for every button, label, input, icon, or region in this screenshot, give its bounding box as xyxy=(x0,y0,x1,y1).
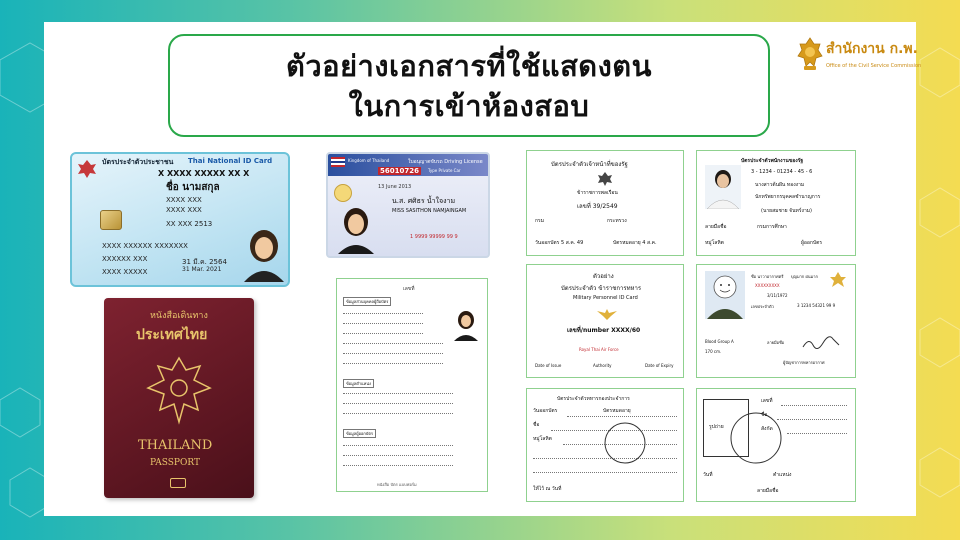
officer-photo-card xyxy=(696,264,856,378)
state-card-id-number: 3 - 1234 - 01234 - 45 - 6 xyxy=(751,169,813,175)
form-footer: หนังสือ บัตร แบบฟอร์ม xyxy=(377,482,417,487)
officer-smiley-photo-icon xyxy=(705,271,745,319)
id-card-header-th: บัตรประจำตัวประชาชน xyxy=(102,158,174,166)
logo-name: สำนักงาน ก.พ. xyxy=(826,41,918,57)
state-card-signature-label: ลายมือชื่อ xyxy=(705,224,727,230)
officer-card-signature-label: ลายมือชื่อ xyxy=(767,340,785,345)
officer-card-height: 170 cm. xyxy=(705,349,722,354)
officer-card-header: บัตรประจำตัวเจ้าหน้าที่ของรัฐ xyxy=(551,161,628,168)
military-card-expiry-label: Date of Expiry xyxy=(645,363,674,368)
military-card-number: เลขที่/number XXXX/60 xyxy=(567,327,641,334)
blank-form-photo-label: รูปถ่าย xyxy=(709,424,724,430)
reservist-card-expire: บัตรหมดอายุ xyxy=(603,408,631,414)
id-card-name-th: ชื่อ นามสกุล xyxy=(166,182,220,193)
chip-icon xyxy=(100,210,122,230)
reservist-card-header: บัตรประจำตัวทหารกองประจำการ xyxy=(557,396,630,402)
title-box xyxy=(168,34,770,137)
slide-content-area xyxy=(44,22,922,516)
id-card-address3: XXXX XXXXX xyxy=(102,268,148,276)
id-card-header-en: Thai National ID Card xyxy=(188,157,273,165)
blank-form-signature: ลายมือชื่อ xyxy=(757,488,779,494)
license-header: ใบอนุญาตขับรถ Driving License xyxy=(408,159,483,165)
reservist-card-name: ชื่อ xyxy=(533,422,540,428)
state-card-signer: (นายสมชาย จันทร์งาม) xyxy=(761,208,812,214)
logo-subtitle: Office of the Civil Service Commission xyxy=(826,63,922,69)
epassport-chip-icon xyxy=(170,478,186,488)
blank-form-id-label: เลขที่ xyxy=(761,398,773,404)
military-card-header: บัตรประจำตัว ข้าราชการทหาร xyxy=(561,285,642,292)
id-card-lastname: XXXX XXX xyxy=(166,196,202,204)
state-card-position: นักทรัพยากรบุคคลชำนาญการ xyxy=(755,194,821,200)
reservist-card-footer: ให้ไว้ ณ วันที่ xyxy=(533,486,562,492)
officer-card-xx: XXXXXXXXX xyxy=(755,283,780,288)
government-form-document xyxy=(336,278,488,492)
officer-card-ministry-label: กรม xyxy=(535,218,545,224)
id-card-address2: XXXXXX XXX xyxy=(102,255,148,263)
garuda-emblem-icon xyxy=(76,158,98,180)
license-country: Kingdom of Thailand xyxy=(348,158,390,163)
blank-form-card xyxy=(696,388,856,502)
license-name-en: MISS SASITHON NAMJAINGAM xyxy=(392,208,467,214)
license-name-th: น.ส. ศศิธร นํ้าใจงาม xyxy=(392,197,456,205)
title-line-1: ตัวอย่างเอกสารที่ใช้แสดงตน xyxy=(286,48,652,83)
stamp-circle-icon xyxy=(729,411,783,465)
form-section2: ข้อมูลตำแหน่ง xyxy=(343,379,374,388)
officer-card-id-number: 3 1234 54321 99 9 xyxy=(797,303,836,308)
officer-card-ministry-value: กระทรวง xyxy=(607,218,627,224)
license-person-photo-icon xyxy=(336,206,376,254)
id-card-dob: XX XXX 2513 xyxy=(166,220,213,228)
license-id-number: 1 9999 99999 99 9 xyxy=(410,234,458,240)
id-card-address: XXXX XXXXXX XXXXXXX xyxy=(102,242,188,250)
id-card-number: X XXXX XXXXX XX X xyxy=(158,169,250,178)
officer-card-issuer: ผู้บัญชาการทหารอากาศ xyxy=(783,360,825,365)
passport-country-en: THAILAND xyxy=(138,438,213,453)
thai-id-card xyxy=(70,152,290,287)
blank-form-date-label: วันที่ xyxy=(703,472,713,478)
id-card-issue-date: 31 มี.ค. 2564 xyxy=(182,258,227,266)
military-card-issue-label: Date of Issue xyxy=(535,363,562,368)
reservist-card-unit: หมู่โลหิต xyxy=(533,436,552,442)
military-card-header-en: Military Personnel ID Card xyxy=(573,295,638,301)
military-card-authority: Authority xyxy=(593,363,612,368)
officer-card-number: เลขที่ 39/2549 xyxy=(577,203,618,210)
form-section3: ข้อมูลผู้ออกบัตร xyxy=(343,429,376,438)
form-title: เลขที่ xyxy=(403,286,415,292)
military-personnel-card xyxy=(526,264,684,378)
signature-scribble-icon xyxy=(801,335,841,351)
government-officer-card xyxy=(526,150,684,256)
military-card-sample: ตัวอย่าง xyxy=(593,273,614,280)
officer-card-org: ข้าราชการพลเรือน xyxy=(577,190,618,196)
blank-form-name-label: ชื่อ xyxy=(761,412,768,418)
ocsc-seal-icon xyxy=(796,36,824,72)
blank-form-position-label: สังกัด xyxy=(761,426,773,432)
form-person-photo-icon xyxy=(453,309,479,341)
blank-form-position2: ตำแหน่ง xyxy=(773,472,792,478)
military-card-unit: Royal Thai Air Force xyxy=(579,347,619,352)
air-force-wings-icon xyxy=(595,307,619,321)
state-card-org: กรมการศึกษา xyxy=(757,224,787,230)
id-card-name-field: XXXX XXX xyxy=(166,206,202,214)
state-card-header: บัตรประจำตัวพนักงานของรัฐ xyxy=(741,158,804,164)
state-card-rank: ผู้ออกบัตร xyxy=(801,240,823,246)
stamp-circle-icon xyxy=(603,421,647,465)
license-seal-icon xyxy=(334,184,352,202)
officer-card-blood: Blood Group A xyxy=(705,339,734,344)
driving-license-card xyxy=(326,152,490,258)
state-card-blood: หมู่โลหิต xyxy=(705,240,724,246)
license-number: 56010726 xyxy=(380,167,419,175)
ocsc-logo xyxy=(796,34,922,74)
person-uniform-photo-icon xyxy=(705,165,741,209)
officer-card-name: บุญมาก ฝนมาก xyxy=(791,274,818,279)
garuda-emblem-icon xyxy=(134,350,224,430)
title-line-2: ในการเข้าห้องสอบ xyxy=(348,88,590,123)
license-type: Type Private Car xyxy=(428,168,461,173)
id-card-issue-date-en: 31 Mar. 2021 xyxy=(182,266,222,273)
person-silhouette-icon xyxy=(240,226,288,282)
state-official-card xyxy=(696,150,856,256)
officer-card-issue: วันออกบัตร 5 ส.ค. 49 xyxy=(535,240,584,246)
passport-title-small: หนังสือเดินทาง xyxy=(150,311,208,321)
officer-card-dob: 3/11/1972 xyxy=(767,293,788,298)
passport-country-th: ประเทศไทย xyxy=(136,327,208,343)
garuda-emblem-icon xyxy=(597,171,613,187)
license-dates: 13 June 2013 xyxy=(378,184,412,190)
reservist-card-issue: วันออกบัตร xyxy=(533,408,558,414)
state-card-name: นางสาวต้นฝัน ทองงาม xyxy=(755,182,805,188)
thai-passport xyxy=(104,298,254,498)
reservist-card xyxy=(526,388,684,502)
officer-card-expire: บัตรหมดอายุ 4 ส.ค. xyxy=(613,240,657,246)
royal-emblem-icon xyxy=(829,271,847,289)
officer-card-name-label: ชื่อ นาวาอากาศตรี xyxy=(751,274,784,279)
form-section1: ข้อมูลส่วนบุคคลผู้ถือบัตร xyxy=(343,297,391,306)
passport-label-en: PASSPORT xyxy=(150,458,200,468)
officer-card-id-label: เลขประจำตัว xyxy=(751,304,774,309)
thai-flag-icon xyxy=(331,157,345,167)
